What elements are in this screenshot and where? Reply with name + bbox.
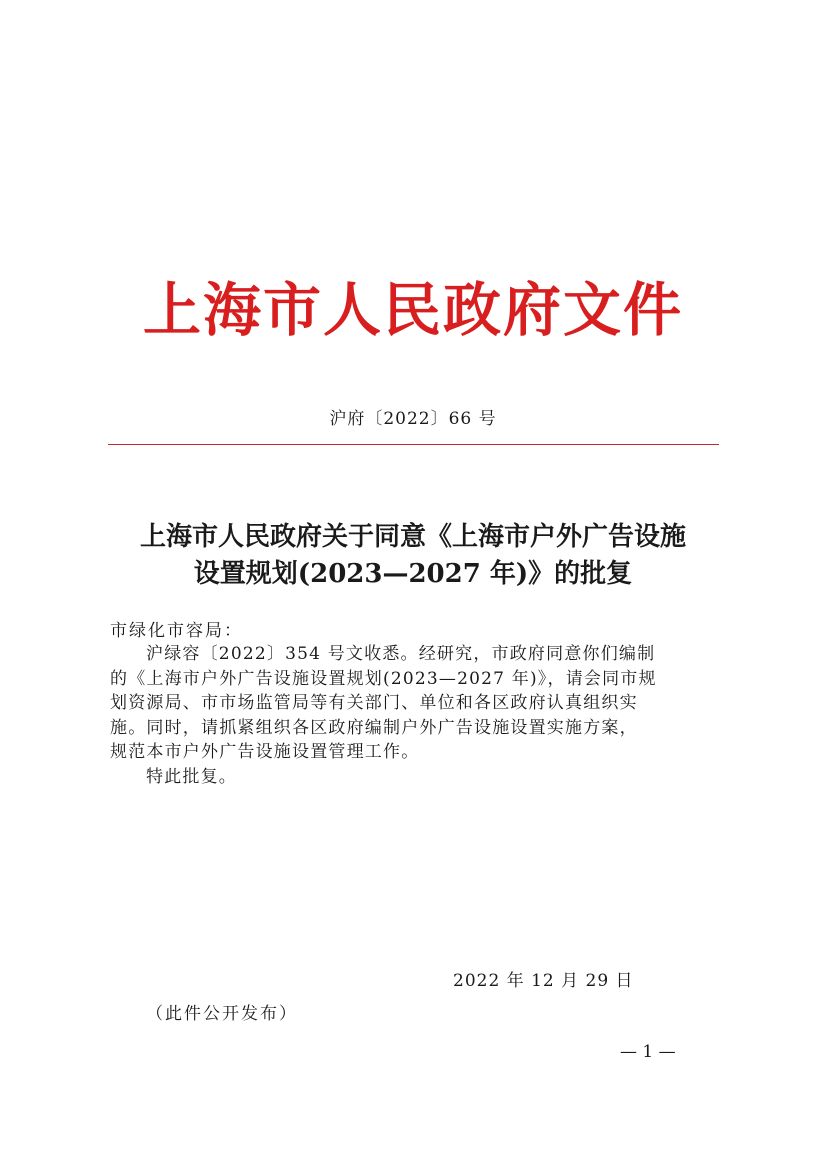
red-separator-line [108,444,719,445]
body-line-2: 的《上海市户外广告设施设置规划(2023—2027 年)》，请会同市规 [110,668,657,689]
signature-date: 2022 年 12 月 29 日 [453,971,634,991]
disclosure-note: （此件公开发布） [146,1004,298,1024]
document-header-title: 上海市人民政府文件 [142,276,683,344]
document-number: 沪府〔2022〕66 号 [329,409,497,429]
body-paragraph [110,642,722,790]
body-line-3: 划资源局、市市场监管局等有关部门、单位和各区政府认真组织实 [110,693,638,714]
document-title-line-2: 设置规划(2023—2027 年)》的批复 [193,559,633,589]
document-title [0,519,826,593]
recipient-line: 市绿化市容局： [110,621,243,641]
body-line-1: 沪绿容〔2022〕354 号文收悉。经研究，市政府同意你们编制 [146,644,656,664]
document-title-line-1: 上海市人民政府关于同意《上海市户外广告设施 [139,522,686,552]
body-line-5: 规范本市户外广告设施设置管理工作。 [110,742,420,763]
closing-line: 特此批复。 [146,766,237,787]
page-number: — 1 — [620,1042,676,1062]
body-line-4: 施。同时，请抓紧组织各区政府编制户外广告设施设置实施方案， [110,717,638,738]
